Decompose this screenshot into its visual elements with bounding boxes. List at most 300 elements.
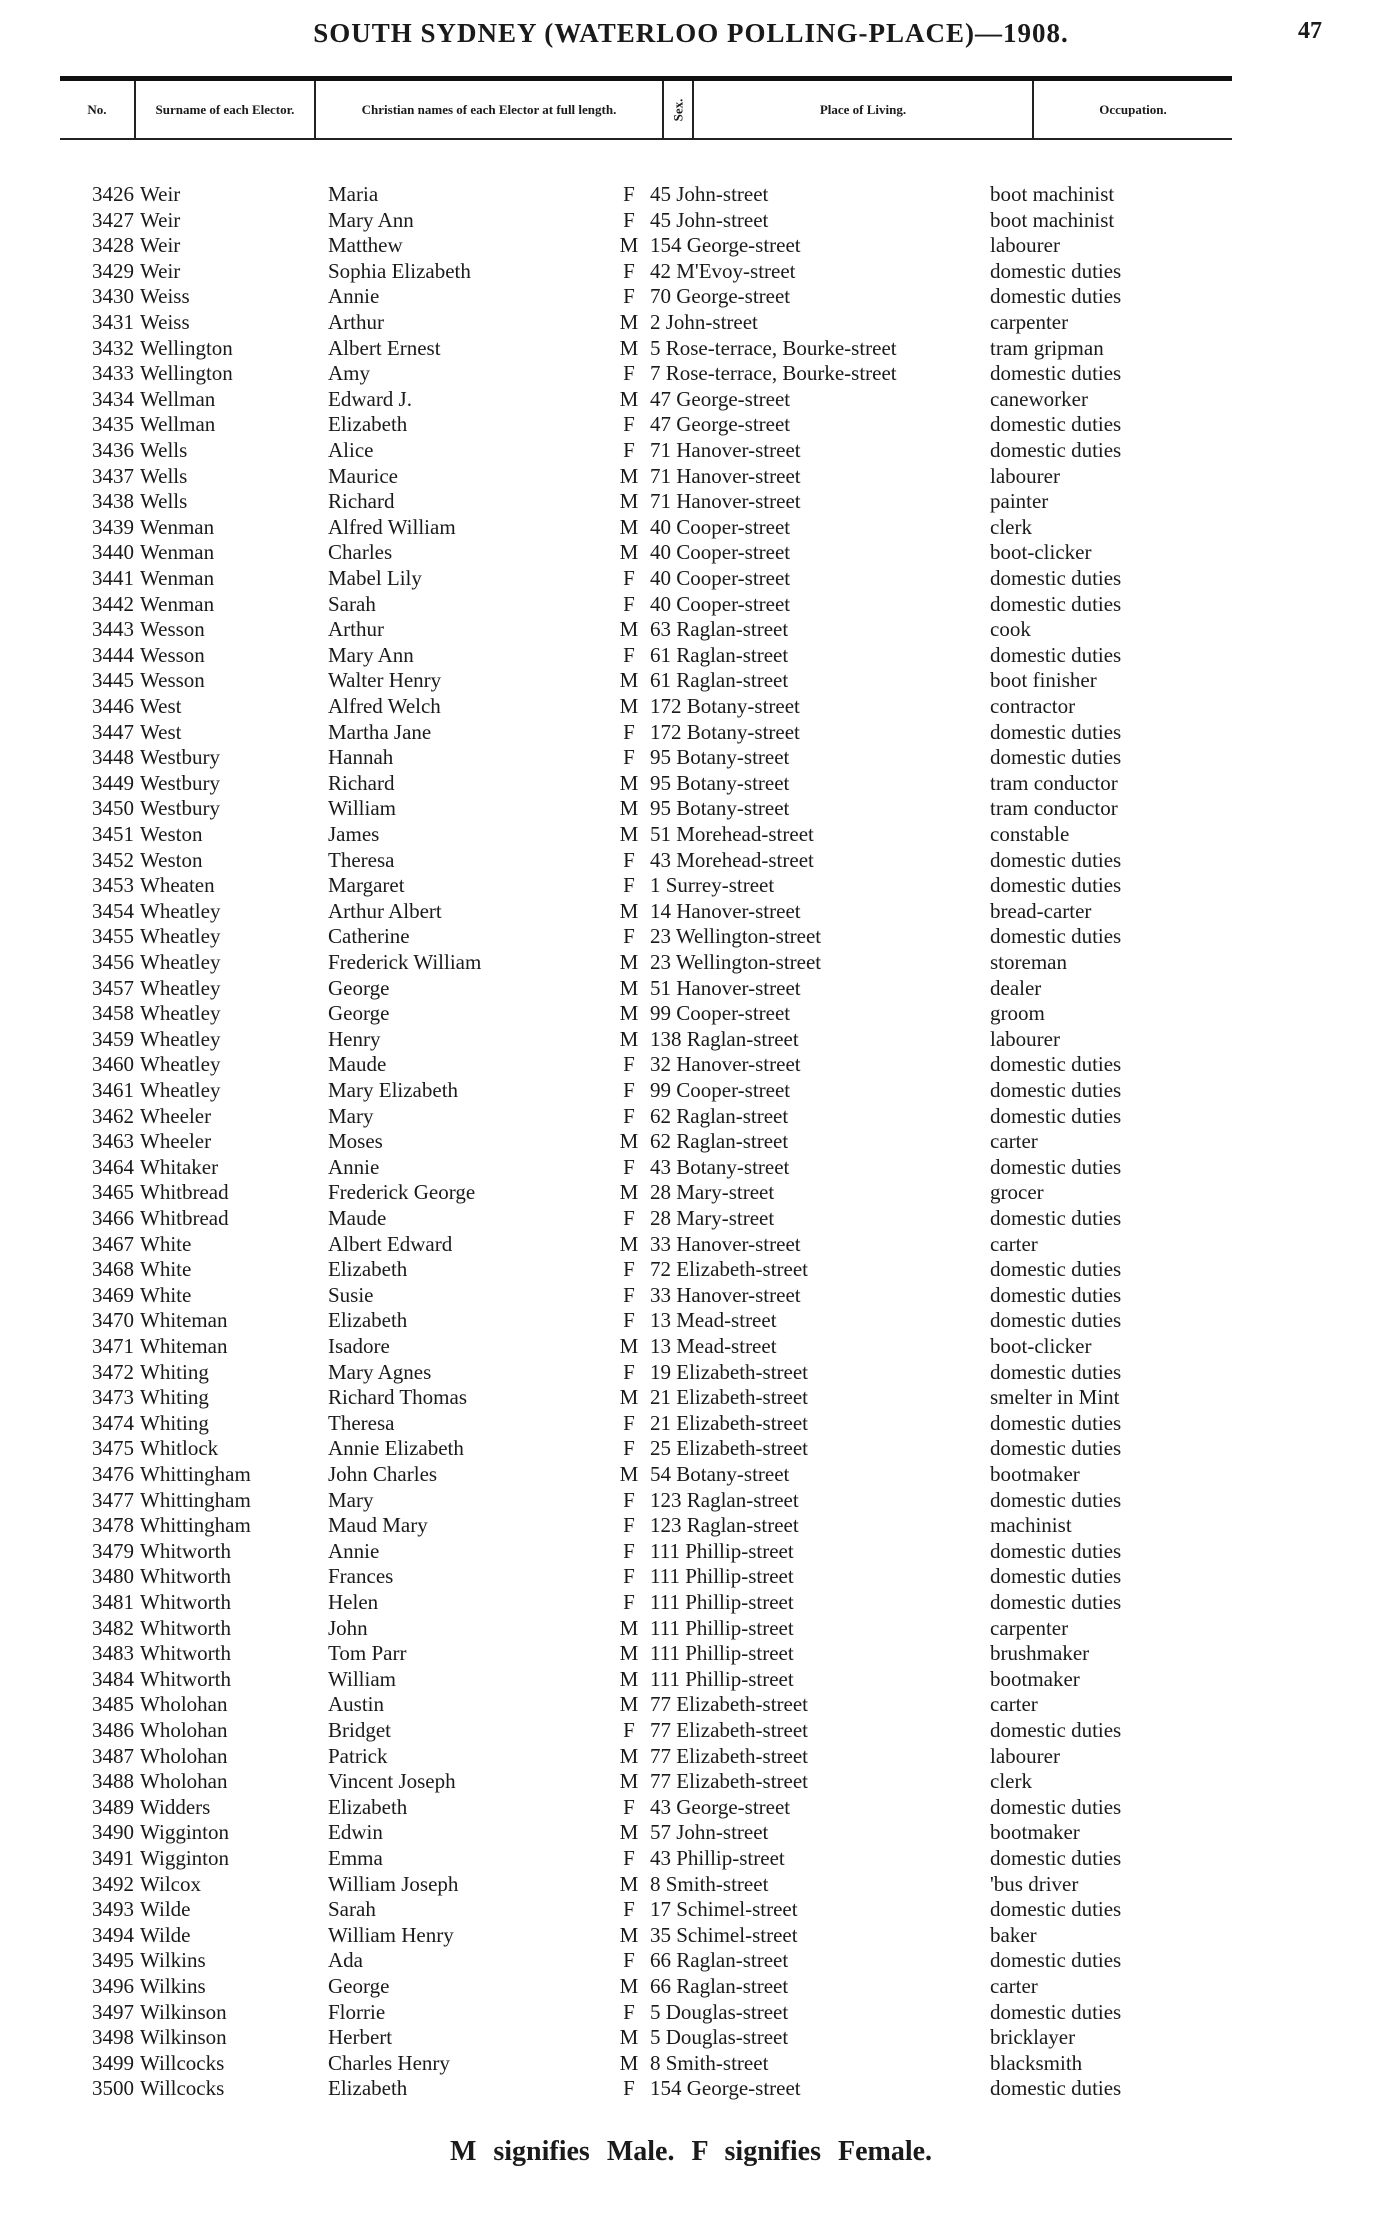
elector-number: 3493 <box>92 1897 134 1922</box>
elector-christian-names: Elizabeth <box>328 1308 408 1333</box>
elector-number: 3487 <box>92 1743 134 1768</box>
elector-sex: M <box>619 1641 639 1666</box>
elector-occupation: labourer <box>990 463 1060 488</box>
elector-sex: F <box>623 873 635 898</box>
elector-christian-names: Alice <box>328 438 374 462</box>
elector-sex: F <box>623 566 635 590</box>
elector-number: 3463 <box>92 1129 134 1154</box>
elector-surname: Wellington <box>140 335 233 360</box>
elector-christian-names: Elizabeth <box>328 412 408 437</box>
elector-place-of-living: 154 George-street <box>650 2076 801 2101</box>
elector-sex: M <box>619 1974 639 1998</box>
elector-occupation: carter <box>990 1129 1038 1154</box>
elector-sex: M <box>619 489 639 514</box>
elector-occupation: machinist <box>990 1513 1072 1538</box>
elector-number: 3498 <box>92 2025 134 2050</box>
elector-place-of-living: 123 Raglan-street <box>650 1487 799 1512</box>
elector-surname: White <box>140 1231 192 1256</box>
elector-surname: West <box>140 694 182 718</box>
table-row <box>0 1027 1382 1053</box>
elector-christian-names: Theresa <box>328 1410 395 1435</box>
elector-occupation: domestic duties <box>990 1794 1122 1819</box>
elector-number: 3447 <box>92 719 134 744</box>
elector-surname: Whittingham <box>140 1487 251 1512</box>
elector-sex: M <box>619 617 639 642</box>
elector-surname: Wheatley <box>140 1001 221 1026</box>
elector-occupation: domestic duties <box>990 1897 1122 1922</box>
elector-occupation: domestic duties <box>990 745 1122 770</box>
elector-surname: Whitaker <box>140 1154 219 1179</box>
elector-surname: Weir <box>140 258 181 283</box>
elector-christian-names: Maude <box>328 1206 387 1230</box>
elector-surname: Weston <box>140 822 203 846</box>
elector-surname: Wellington <box>140 361 233 386</box>
elector-surname: Whitworth <box>140 1590 231 1614</box>
elector-number: 3495 <box>92 1948 134 1973</box>
elector-number: 3472 <box>92 1359 134 1384</box>
elector-sex: M <box>619 898 639 923</box>
elector-number: 3481 <box>92 1590 134 1614</box>
elector-number: 3459 <box>92 1026 134 1051</box>
elector-christian-names: Maud Mary <box>328 1513 428 1538</box>
elector-number: 3446 <box>92 694 134 718</box>
elector-christian-names: Maria <box>328 182 379 206</box>
elector-occupation: groom <box>990 1001 1045 1026</box>
elector-sex: M <box>619 335 639 360</box>
elector-occupation: domestic duties <box>990 924 1122 949</box>
elector-place-of-living: 32 Hanover-street <box>650 1052 801 1077</box>
elector-number: 3466 <box>92 1206 134 1230</box>
elector-christian-names: Sarah <box>328 591 376 616</box>
elector-christian-names: George <box>328 1974 390 1998</box>
elector-christian-names: Vincent Joseph <box>328 1769 456 1794</box>
elector-surname: Wenman <box>140 514 215 539</box>
page-title: SOUTH SYDNEY (WATERLOO POLLING-PLACE)—1908. <box>313 18 1069 48</box>
elector-occupation: constable <box>990 822 1070 846</box>
elector-christian-names: Elizabeth <box>328 1257 408 1282</box>
elector-christian-names: Catherine <box>328 924 410 949</box>
elector-sex: M <box>619 1820 639 1845</box>
elector-occupation: bootmaker <box>990 1820 1080 1845</box>
elector-place-of-living: 71 Hanover-street <box>650 463 801 488</box>
elector-place-of-living: 17 Schimel-street <box>650 1897 798 1922</box>
elector-place-of-living: 33 Hanover-street <box>650 1282 801 1307</box>
elector-occupation: caneworker <box>990 386 1088 411</box>
elector-sex: F <box>623 1282 635 1307</box>
elector-christian-names: Susie <box>328 1282 374 1307</box>
elector-surname: Whitworth <box>140 1615 231 1640</box>
elector-surname: Wholohan <box>140 1743 228 1768</box>
elector-place-of-living: 8 Smith-street <box>650 1871 769 1896</box>
elector-occupation: boot machinist <box>990 182 1115 206</box>
elector-number: 3490 <box>92 1820 134 1845</box>
elector-christian-names: John <box>328 1615 368 1640</box>
elector-place-of-living: 57 John-street <box>650 1820 769 1845</box>
elector-sex: F <box>623 1308 635 1333</box>
elector-christian-names: George <box>328 1001 390 1026</box>
elector-christian-names: Annie <box>328 1538 380 1563</box>
elector-sex: F <box>623 1538 635 1563</box>
col-header-surname: Surname of each Elector. <box>134 81 314 138</box>
elector-christian-names: Mary Ann <box>328 642 414 667</box>
elector-place-of-living: 19 Elizabeth-street <box>650 1359 809 1384</box>
elector-sex: M <box>619 950 639 974</box>
elector-sex: F <box>623 182 635 206</box>
elector-occupation: domestic duties <box>990 1078 1122 1102</box>
elector-number: 3427 <box>92 207 134 232</box>
elector-occupation: domestic duties <box>990 1282 1122 1307</box>
elector-place-of-living: 43 Morehead-street <box>650 847 814 872</box>
elector-sex: M <box>619 770 639 795</box>
table-row <box>0 1923 1382 1949</box>
elector-sex: F <box>623 1410 635 1435</box>
elector-place-of-living: 47 George-street <box>650 386 791 411</box>
elector-surname: White <box>140 1282 192 1307</box>
elector-place-of-living: 8 Smith-street <box>650 2050 769 2075</box>
elector-occupation: boot-clicker <box>990 1334 1092 1358</box>
elector-sex: F <box>623 1999 635 2024</box>
table-row <box>0 924 1382 950</box>
elector-number: 3491 <box>92 1846 134 1870</box>
elector-occupation: domestic duties <box>990 1410 1122 1435</box>
elector-place-of-living: 40 Cooper-street <box>650 514 791 539</box>
table-row <box>0 745 1382 771</box>
table-row <box>0 1078 1382 1104</box>
elector-surname: Wells <box>140 489 188 514</box>
elector-christian-names: Tom Parr <box>328 1641 407 1666</box>
elector-sex: F <box>623 719 635 744</box>
elector-christian-names: Albert Ernest <box>328 335 441 360</box>
table-row <box>0 284 1382 310</box>
elector-christian-names: Maurice <box>328 463 398 488</box>
elector-place-of-living: 61 Raglan-street <box>650 668 789 693</box>
elector-christian-names: Emma <box>328 1846 383 1870</box>
elector-christian-names: Matthew <box>328 233 403 258</box>
table-row <box>0 822 1382 848</box>
elector-surname: Wenman <box>140 540 215 565</box>
elector-christian-names: Frances <box>328 1564 394 1589</box>
elector-christian-names: Edwin <box>328 1820 383 1845</box>
elector-sex: M <box>619 1462 639 1486</box>
elector-surname: Wenman <box>140 591 215 616</box>
elector-christian-names: Mary Agnes <box>328 1359 432 1384</box>
elector-occupation: domestic duties <box>990 1948 1122 1973</box>
table-row <box>0 1641 1382 1667</box>
elector-occupation: contractor <box>990 694 1076 718</box>
table-row <box>0 976 1382 1002</box>
elector-occupation: carter <box>990 1692 1038 1717</box>
elector-surname: Wheeler <box>140 1129 212 1154</box>
elector-number: 3468 <box>92 1257 134 1282</box>
elector-number: 3431 <box>92 310 134 334</box>
elector-place-of-living: 111 Phillip-street <box>650 1564 794 1589</box>
elector-number: 3461 <box>92 1078 134 1102</box>
elector-place-of-living: 99 Cooper-street <box>650 1001 791 1026</box>
elector-occupation: storeman <box>990 950 1067 974</box>
elector-surname: Whitworth <box>140 1538 231 1563</box>
elector-number: 3484 <box>92 1666 134 1691</box>
table-row <box>0 1744 1382 1770</box>
elector-place-of-living: 172 Botany-street <box>650 719 800 744</box>
elector-number: 3436 <box>92 438 134 462</box>
elector-number: 3453 <box>92 873 134 898</box>
elector-surname: Weston <box>140 847 203 872</box>
elector-number: 3426 <box>92 182 134 206</box>
elector-surname: Westbury <box>140 796 220 821</box>
elector-occupation: domestic duties <box>990 1436 1122 1461</box>
elector-christian-names: Walter Henry <box>328 668 442 693</box>
elector-place-of-living: 95 Botany-street <box>650 745 790 770</box>
elector-surname: Wilde <box>140 1922 191 1947</box>
elector-surname: Wholohan <box>140 1769 228 1794</box>
elector-number: 3473 <box>92 1385 134 1410</box>
elector-occupation: blacksmith <box>990 2050 1083 2075</box>
table-row <box>0 208 1382 234</box>
elector-surname: Wholohan <box>140 1692 228 1717</box>
elector-number: 3445 <box>92 668 134 693</box>
table-row <box>0 1590 1382 1616</box>
table-row <box>0 1001 1382 1027</box>
elector-sex: F <box>623 207 635 232</box>
table-row <box>0 771 1382 797</box>
elector-christian-names: Bridget <box>328 1718 391 1742</box>
elector-number: 3482 <box>92 1615 134 1640</box>
elector-number: 3449 <box>92 770 134 795</box>
elector-christian-names: Mary <box>328 1487 374 1512</box>
elector-place-of-living: 45 John-street <box>650 182 769 206</box>
elector-place-of-living: 77 Elizabeth-street <box>650 1718 809 1742</box>
elector-place-of-living: 35 Schimel-street <box>650 1922 798 1947</box>
table-row <box>0 438 1382 464</box>
table-row <box>0 2025 1382 2051</box>
elector-place-of-living: 70 George-street <box>650 284 791 309</box>
elector-sex: M <box>619 233 639 258</box>
elector-surname: Weir <box>140 207 181 232</box>
elector-number: 3496 <box>92 1974 134 1998</box>
elector-surname: Whitworth <box>140 1641 231 1666</box>
elector-christian-names: Arthur <box>328 617 384 642</box>
table-row <box>0 617 1382 643</box>
elector-surname: Weiss <box>140 284 190 309</box>
elector-sex: F <box>623 1564 635 1589</box>
elector-place-of-living: 2 John-street <box>650 310 758 334</box>
elector-place-of-living: 111 Phillip-street <box>650 1666 794 1691</box>
elector-sex: M <box>619 1231 639 1256</box>
elector-sex: F <box>623 1897 635 1922</box>
elector-place-of-living: 111 Phillip-street <box>650 1615 794 1640</box>
elector-surname: Wilkinson <box>140 2025 227 2050</box>
elector-sex: M <box>619 694 639 718</box>
elector-christian-names: Amy <box>328 361 370 386</box>
elector-number: 3432 <box>92 335 134 360</box>
table-row <box>0 1308 1382 1334</box>
elector-christian-names: Mary <box>328 1103 374 1128</box>
elector-number: 3444 <box>92 642 134 667</box>
elector-number: 3469 <box>92 1282 134 1307</box>
elector-surname: Wigginton <box>140 1846 229 1870</box>
elector-surname: Weiss <box>140 310 190 334</box>
table-row <box>0 873 1382 899</box>
elector-number: 3437 <box>92 463 134 488</box>
elector-sex: M <box>619 1334 639 1358</box>
elector-occupation: boot-clicker <box>990 540 1092 565</box>
table-row <box>0 1104 1382 1130</box>
elector-christian-names: Henry <box>328 1026 381 1051</box>
elector-christian-names: Edward J. <box>328 386 412 411</box>
elector-sex: F <box>623 924 635 949</box>
elector-occupation: bootmaker <box>990 1462 1080 1486</box>
elector-occupation: domestic duties <box>990 1538 1122 1563</box>
elector-occupation: labourer <box>990 233 1060 258</box>
table-row <box>0 950 1382 976</box>
elector-sex: F <box>623 1359 635 1384</box>
elector-surname: Weir <box>140 233 181 258</box>
table-row <box>0 1155 1382 1181</box>
table-row <box>0 1897 1382 1923</box>
elector-surname: Wholohan <box>140 1718 228 1742</box>
elector-occupation: clerk <box>990 514 1032 539</box>
elector-surname: Wilkins <box>140 1948 206 1973</box>
elector-christian-names: Herbert <box>328 2025 393 2050</box>
table-row <box>0 643 1382 669</box>
elector-occupation: domestic duties <box>990 1590 1122 1614</box>
elector-surname: Weir <box>140 182 181 206</box>
elector-place-of-living: 71 Hanover-street <box>650 438 801 462</box>
table-row <box>0 1795 1382 1821</box>
elector-occupation: domestic duties <box>990 1999 1122 2024</box>
col-header-place: Place of Living. <box>692 81 1032 138</box>
elector-christian-names: Margaret <box>328 873 405 898</box>
elector-surname: Wilcox <box>140 1871 201 1896</box>
elector-christian-names: Hannah <box>328 745 394 770</box>
elector-surname: Wigginton <box>140 1820 229 1845</box>
elector-occupation: domestic duties <box>990 873 1122 898</box>
elector-place-of-living: 95 Botany-street <box>650 796 790 821</box>
elector-sex: F <box>623 1052 635 1077</box>
elector-sex: M <box>619 1692 639 1717</box>
elector-number: 3456 <box>92 950 134 974</box>
elector-number: 3500 <box>92 2076 134 2101</box>
elector-place-of-living: 51 Hanover-street <box>650 975 801 1000</box>
column-header-row <box>60 76 1232 140</box>
elector-christian-names: Austin <box>328 1692 385 1717</box>
elector-number: 3455 <box>92 924 134 949</box>
elector-christian-names: Sophia Elizabeth <box>328 258 471 283</box>
elector-occupation: domestic duties <box>990 412 1122 437</box>
elector-number: 3485 <box>92 1692 134 1717</box>
elector-sex: M <box>619 1769 639 1794</box>
elector-number: 3483 <box>92 1641 134 1666</box>
elector-number: 3443 <box>92 617 134 642</box>
elector-surname: Wenman <box>140 566 215 590</box>
elector-occupation: labourer <box>990 1743 1060 1768</box>
elector-occupation: domestic duties <box>990 1487 1122 1512</box>
elector-number: 3454 <box>92 898 134 923</box>
elector-sex: M <box>619 2025 639 2050</box>
table-row <box>0 259 1382 285</box>
table-row <box>0 1334 1382 1360</box>
elector-sex: F <box>623 1590 635 1614</box>
elector-place-of-living: 28 Mary-street <box>650 1180 775 1205</box>
elector-place-of-living: 25 Elizabeth-street <box>650 1436 809 1461</box>
elector-surname: Wheatley <box>140 1078 221 1102</box>
elector-sex: F <box>623 258 635 283</box>
elector-sex: M <box>619 2050 639 2075</box>
elector-number: 3486 <box>92 1718 134 1742</box>
elector-number: 3465 <box>92 1180 134 1205</box>
elector-number: 3438 <box>92 489 134 514</box>
elector-occupation: domestic duties <box>990 361 1122 386</box>
elector-number: 3451 <box>92 822 134 846</box>
elector-sex: F <box>623 591 635 616</box>
elector-christian-names: Theresa <box>328 847 395 872</box>
elector-sex: M <box>619 1743 639 1768</box>
elector-occupation: bread-carter <box>990 898 1092 923</box>
elector-place-of-living: 40 Cooper-street <box>650 540 791 565</box>
table-row <box>0 310 1382 336</box>
elector-occupation: tram conductor <box>990 770 1118 795</box>
elector-number: 3435 <box>92 412 134 437</box>
elector-number: 3434 <box>92 386 134 411</box>
elector-surname: Whittingham <box>140 1462 251 1486</box>
elector-place-of-living: 111 Phillip-street <box>650 1641 794 1666</box>
elector-christian-names: Florrie <box>328 1999 386 2024</box>
elector-sex: F <box>623 745 635 770</box>
elector-christian-names: George <box>328 975 390 1000</box>
col-header-sex-label: Sex. <box>670 98 685 121</box>
elector-sex: M <box>619 1871 639 1896</box>
table-row <box>0 1667 1382 1693</box>
elector-place-of-living: 63 Raglan-street <box>650 617 789 642</box>
elector-place-of-living: 5 Rose-terrace, Bourke-street <box>650 335 897 360</box>
elector-occupation: labourer <box>990 1026 1060 1051</box>
elector-surname: Wheatley <box>140 924 221 949</box>
elector-christian-names: Charles Henry <box>328 2050 450 2075</box>
elector-number: 3448 <box>92 745 134 770</box>
elector-christian-names: Albert Edward <box>328 1231 453 1256</box>
elector-number: 3471 <box>92 1334 134 1358</box>
elector-number: 3477 <box>92 1487 134 1512</box>
elector-place-of-living: 66 Raglan-street <box>650 1948 789 1973</box>
elector-christian-names: William Joseph <box>328 1871 459 1896</box>
elector-surname: Whitlock <box>140 1436 219 1461</box>
elector-number: 3467 <box>92 1231 134 1256</box>
elector-place-of-living: 7 Rose-terrace, Bourke-street <box>650 361 897 386</box>
elector-number: 3489 <box>92 1794 134 1819</box>
elector-place-of-living: 33 Hanover-street <box>650 1231 801 1256</box>
footnote: M signifies Male. F signifies Female. <box>449 2136 933 2167</box>
table-row <box>0 796 1382 822</box>
table-row <box>0 2076 1382 2102</box>
elector-occupation: domestic duties <box>990 1103 1122 1128</box>
elector-number: 3480 <box>92 1564 134 1589</box>
elector-sex: M <box>619 796 639 821</box>
elector-surname: Wheatley <box>140 975 221 1000</box>
elector-sex: M <box>619 386 639 411</box>
elector-occupation: tram gripman <box>990 335 1104 360</box>
elector-place-of-living: 54 Botany-street <box>650 1462 790 1486</box>
elector-christian-names: John Charles <box>328 1462 438 1486</box>
elector-surname: Wheaten <box>140 873 215 898</box>
elector-place-of-living: 5 Douglas-street <box>650 2025 789 2050</box>
elector-sex: F <box>623 1078 635 1102</box>
table-row <box>0 1232 1382 1258</box>
elector-occupation: domestic duties <box>990 1359 1122 1384</box>
elector-surname: Wheeler <box>140 1103 212 1128</box>
elector-occupation: boot machinist <box>990 207 1115 232</box>
elector-place-of-living: 43 Phillip-street <box>650 1846 785 1870</box>
elector-christian-names: James <box>328 822 380 846</box>
